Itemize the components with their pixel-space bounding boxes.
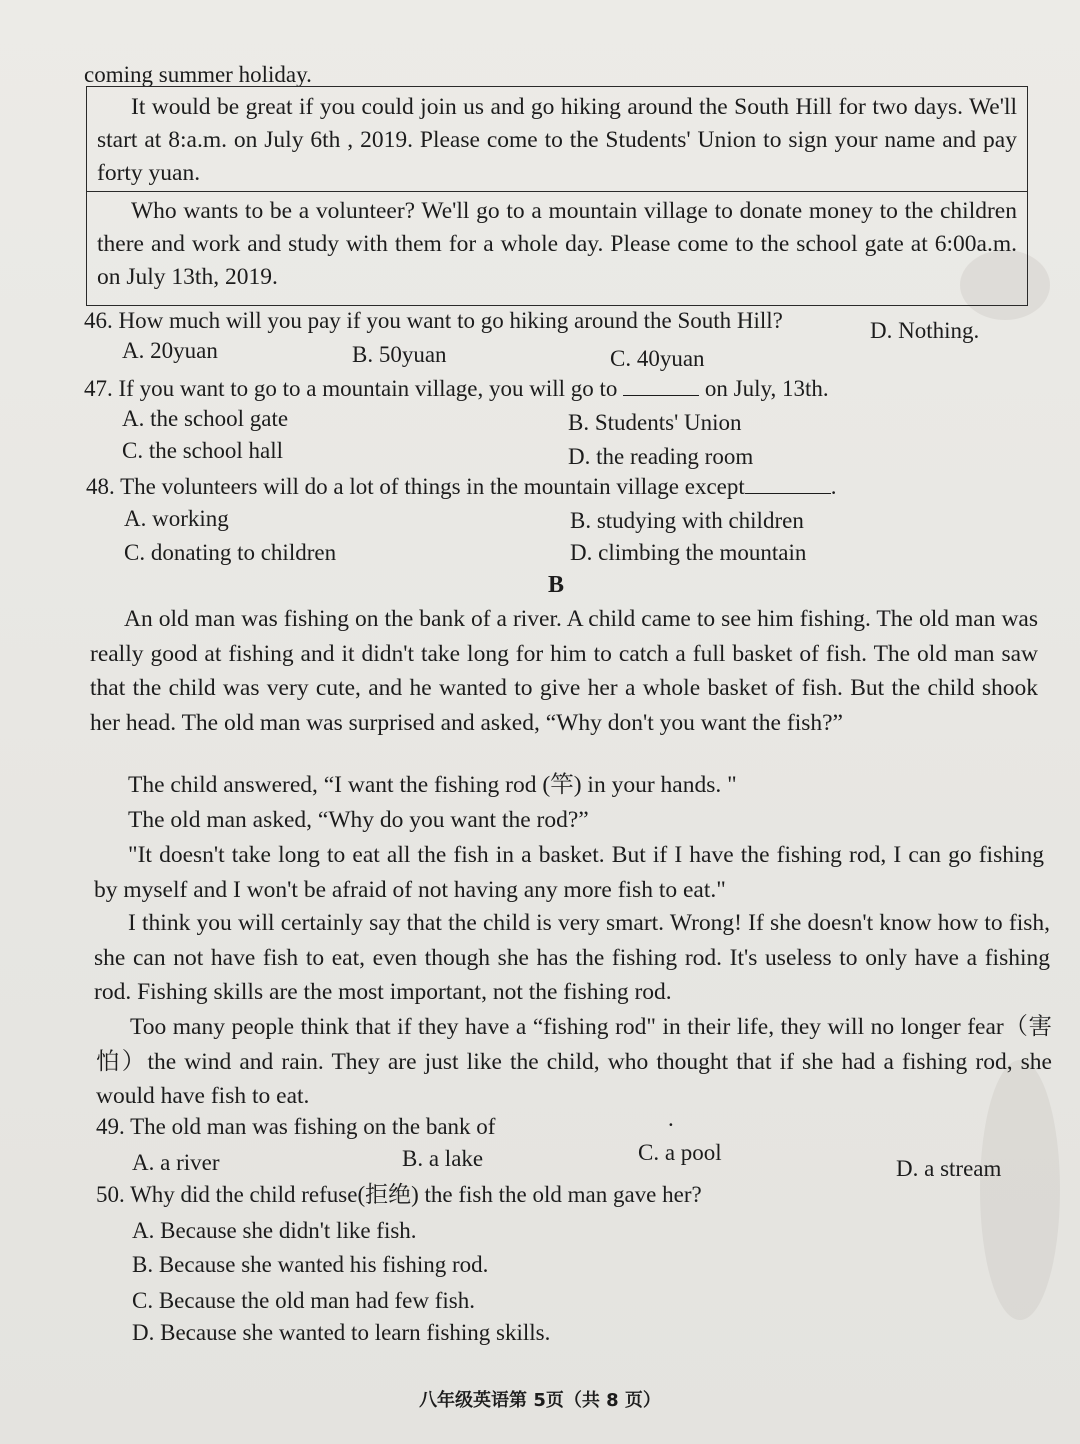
question-48-option-b[interactable]: B. studying with children [570,508,804,533]
question-47-option-a[interactable]: A. the school gate [122,406,289,431]
passage-paragraph-3: The old man asked, “Why do you want the rod?” [128,807,589,833]
question-50-option-c[interactable]: C. Because the old man had few fish. [132,1288,475,1313]
question-48-option-d[interactable]: D. climbing the mountain [570,540,807,565]
passage-paragraph-1: An old man was fishing on the bank of a river. A child came to see him fishing. The old man was really good at fishing and it didn't take long for him to catch a full basket of fish. The old man saw that the child was very cute, and he wanted to give her a whole basket of fish. But the child shook her head. The old man was surprised and asked, “Why don't you want the fish?” [90,606,1038,736]
question-48-stem-end: . [830,474,837,499]
question-50-option-d[interactable]: D. Because she wanted to learn fishing skills. [132,1320,551,1345]
question-46-option-a[interactable]: A. 20yuan [122,338,218,363]
question-49-stem-text: 49. The old man was fishing on the bank of [96,1114,496,1139]
question-46-option-d[interactable]: D. Nothing. [870,318,980,343]
question-48-option-a[interactable]: A. working [124,506,229,531]
question-48-stem-text: 48. The volunteers will do a lot of things in the mountain village except [86,474,745,499]
notice-box [86,86,1028,306]
question-46-option-c[interactable]: C. 40yuan [610,346,705,371]
question-47-stem [84,374,829,404]
answer-blank [745,473,831,494]
notice-volunteer: Who wants to be a volunteer? We'll go to a mountain village to donate money to the children there and work and study with them for a whole day. Please come to the school gate at 6:00a.m. on July 13th, 2019. [97,198,1017,290]
question-50-option-a[interactable]: A. Because she didn't like fish. [132,1218,417,1243]
passage-paragraph-2: The child answered, “I want the fishing rod (竿) in your hands. " [128,772,737,798]
page-footer: 八年级英语第 5页（共 8 页） [419,1390,661,1411]
question-46-option-b[interactable]: B. 50yuan [352,342,447,367]
notice-hiking: It would be great if you could join us and go hiking around the South Hill for two days. We'll start at 8:a.m. on July 6th , 2019. Please come to the Students' Union to sign your name and pay forty yuan. [97,94,1017,186]
question-47-option-d[interactable]: D. the reading room [568,444,754,469]
question-46-stem: 46. How much will you pay if you want to go hiking around the South Hill? [84,308,783,333]
question-48-option-c[interactable]: C. donating to children [124,540,337,565]
question-47-option-c[interactable]: C. the school hall [122,438,283,463]
intro-tail: coming summer holiday. [84,62,312,87]
question-49-stem [96,1112,495,1142]
answer-blank [623,375,699,396]
question-47-option-b[interactable]: B. Students' Union [568,410,742,435]
question-49-option-d[interactable]: D. a stream [896,1156,1002,1181]
passage-paragraph-4: "It doesn't take long to eat all the fish in a basket. But if I have the fishing rod, I can go fishing by myself and I won't be afraid of not having any more fish to eat." [94,842,1044,903]
question-47-stem-before: 47. If you want to go to a mountain village, you will go to [84,376,618,401]
question-49-stem-end: . [668,1106,674,1131]
question-50-option-b[interactable]: B. Because she wanted his fishing rod. [132,1252,489,1277]
question-49-option-c[interactable]: C. a pool [638,1140,722,1165]
notice-divider [87,191,1027,192]
question-48-stem [86,472,837,502]
section-b-heading: B [548,572,565,598]
question-50-stem: 50. Why did the child refuse(拒绝) the fish the old man gave her? [96,1182,702,1207]
question-49-option-b[interactable]: B. a lake [402,1146,484,1171]
passage-paragraph-5: I think you will certainly say that the child is very smart. Wrong! If she doesn't know how to fish, she can not have fish to eat, even though she has the fishing rod. It's useless to only have a fishing rod. Fishing skills are the most important, not the fishing rod. [94,910,1050,1005]
question-49-option-a[interactable]: A. a river [132,1150,220,1175]
question-47-stem-after: on July, 13th. [704,376,829,401]
passage-paragraph-6: Too many people think that if they have a “fishing rod" in their life, they will no longer fear（害怕）the wind and rain. They are just like the child, who thought that if she had a fishing rod, she would have fish to eat. [96,1014,1052,1109]
